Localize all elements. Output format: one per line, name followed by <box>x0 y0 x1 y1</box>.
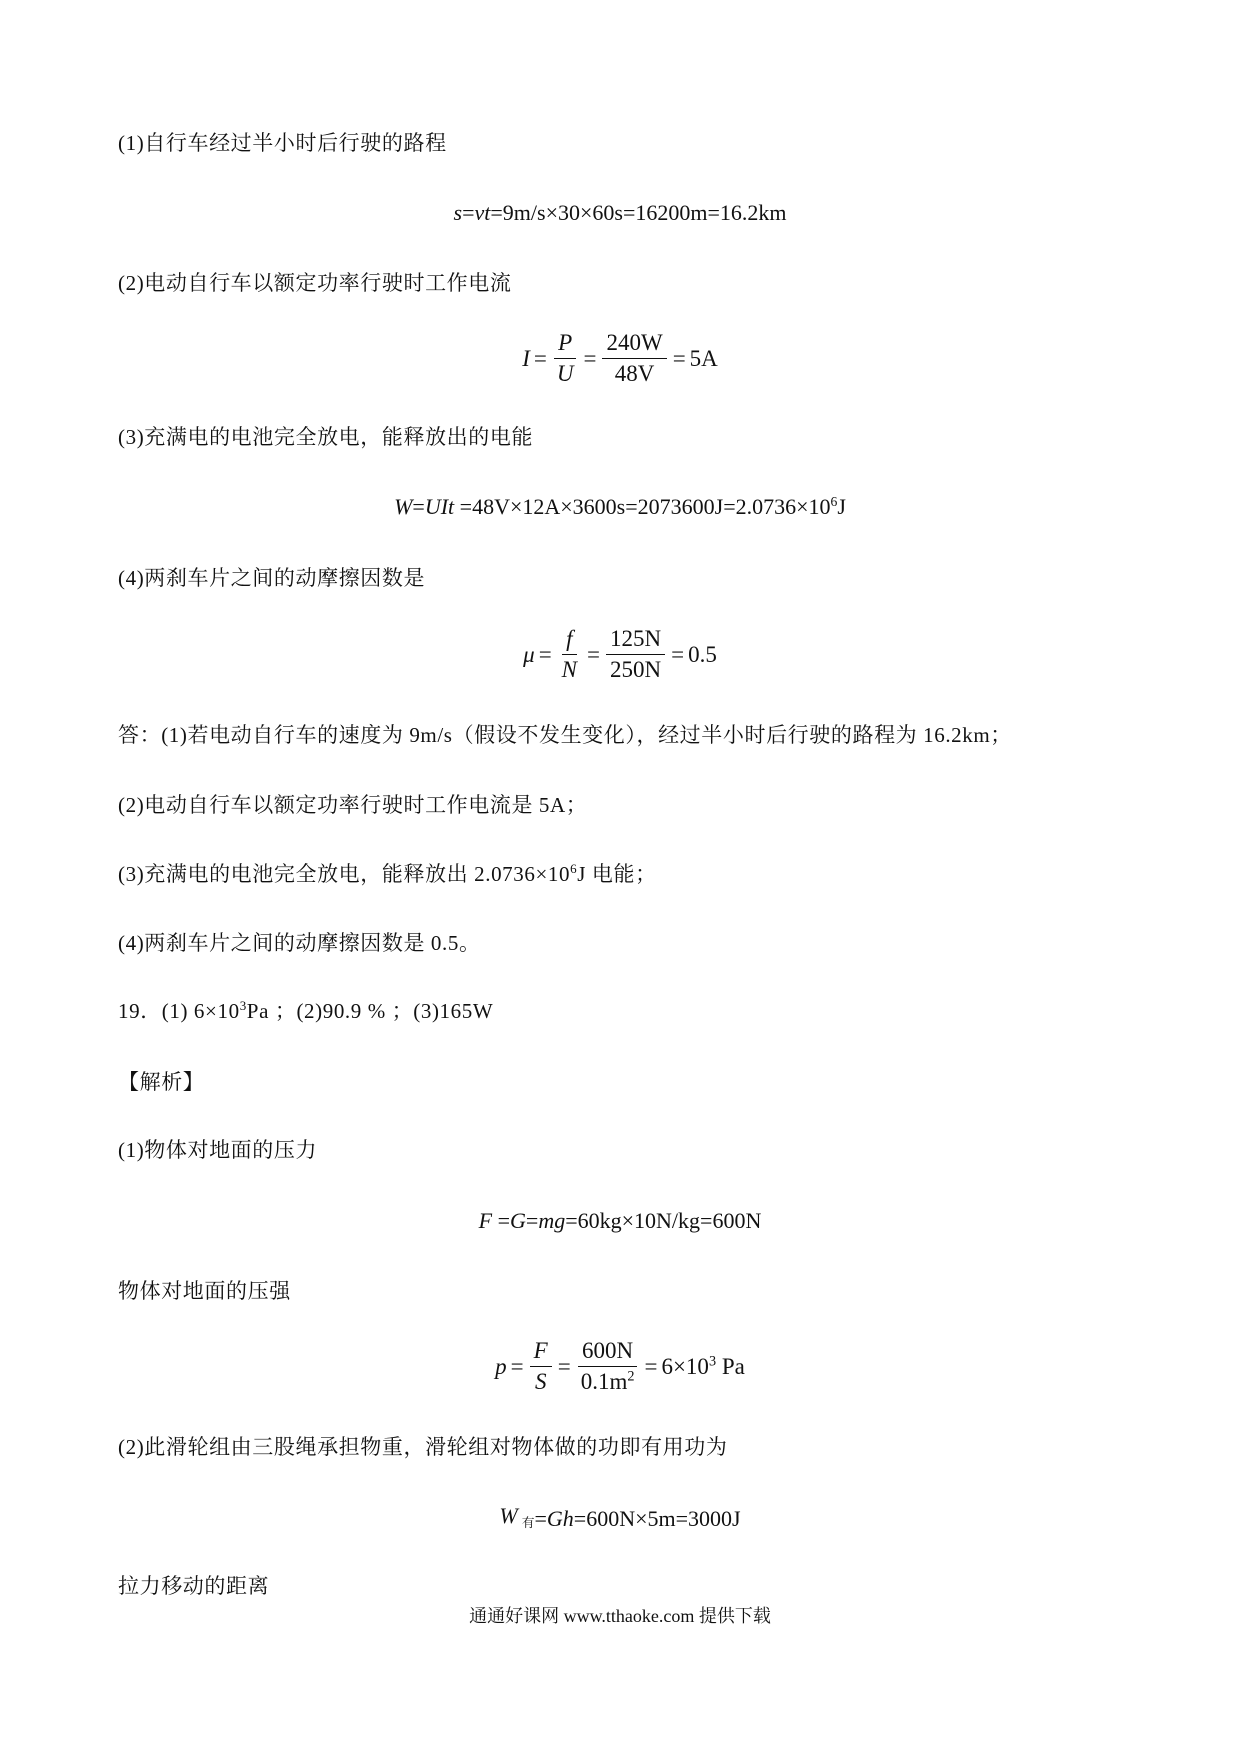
equals-sign: = <box>492 1208 511 1233</box>
denominator: U <box>556 361 574 386</box>
equals-sign: = <box>583 345 597 371</box>
formula-rest <box>454 494 846 520</box>
q19-step2-label-2: 拉力移动的距离 <box>118 1574 270 1598</box>
page-footer: 通通好课网 www.tthaoke.com 提供下载 <box>469 1606 771 1626</box>
numerator: 240W <box>602 330 666 359</box>
denominator-base: 0.1m <box>580 1369 628 1394</box>
subscript: 有 <box>521 1515 535 1530</box>
q3-formula <box>0 494 1240 520</box>
q2-label: (2)电动自行车以额定功率行驶时工作电流 <box>118 271 512 295</box>
q1-formula <box>0 200 1240 226</box>
fraction-values <box>577 1338 639 1395</box>
formula-result: 0.5 <box>688 641 717 667</box>
denominator: N <box>561 657 578 682</box>
fraction-values <box>606 626 665 683</box>
var-w: W <box>499 1503 518 1528</box>
var-w-useful <box>499 1503 534 1536</box>
q2-formula <box>0 330 1240 387</box>
fraction-f-over-s <box>530 1338 552 1395</box>
var-f: F <box>478 1208 493 1233</box>
var-p: p <box>495 1353 507 1379</box>
answer-1: 答：(1)若电动自行车的速度为 9m/s（假设不发生变化），经过半小时后行驶的路程为 16.2km； <box>118 723 1012 747</box>
q1-label: (1)自行车经过半小时后行驶的路程 <box>118 131 447 155</box>
equals-sign: = <box>644 1353 658 1379</box>
denominator: 48V <box>614 361 655 386</box>
answer-4: (4)两刹车片之间的动摩擦因数是 0.5。 <box>118 931 481 955</box>
equals-sign: = <box>533 345 547 371</box>
formula-rest: =600N×5m=3000J <box>573 1506 741 1532</box>
var-uit: UIt <box>424 494 455 519</box>
fraction-p-over-u <box>553 330 578 387</box>
equals-sign: = <box>462 200 475 225</box>
exponent: 6 <box>570 861 578 877</box>
q19-summary-tail: Pa ；(2)90.9 % ；(3)165W <box>246 999 494 1023</box>
pressure-formula <box>0 1338 1240 1395</box>
formula-result <box>661 1354 744 1380</box>
var-mu: μ <box>523 641 535 667</box>
exponent: 3 <box>708 1352 717 1369</box>
exponent: 2 <box>627 1368 635 1385</box>
equals-sign: = <box>671 641 685 667</box>
numerator: 600N <box>578 1338 637 1367</box>
exponent: 6 <box>830 493 838 509</box>
equals-sign: = <box>525 1208 539 1233</box>
q19-summary <box>118 998 493 1024</box>
var-g: G <box>510 1208 526 1233</box>
q19-step2-label: (2)此滑轮组由三股绳承担物重，滑轮组对物体做的功即有用功为 <box>118 1435 728 1459</box>
exponent: 3 <box>239 998 247 1014</box>
numerator: 125N <box>606 626 665 655</box>
denominator: S <box>534 1369 547 1394</box>
equals-sign: = <box>510 1353 524 1379</box>
fraction-f-over-n <box>558 626 581 683</box>
formula-rest: =9m/s×30×60s=16200m=16.2km <box>490 200 787 225</box>
equals-sign: = <box>557 1353 571 1379</box>
answer-2: (2)电动自行车以额定功率行驶时工作电流是 5A； <box>118 793 588 817</box>
answer-3 <box>118 861 657 887</box>
var-s: s <box>453 200 463 225</box>
answer-3-tail: J 电能； <box>577 862 657 886</box>
equals-sign: = <box>412 494 425 519</box>
numerator: f <box>562 626 576 655</box>
formula-result: 5A <box>689 345 718 371</box>
denominator <box>577 1367 639 1395</box>
result-unit: Pa <box>716 1353 745 1379</box>
var-vt: vt <box>474 200 491 225</box>
formula-rest-text: =48V×12A×3600s=2073600J=2.0736×10 <box>454 494 831 519</box>
unit: J <box>837 494 846 519</box>
numerator: P <box>554 330 576 359</box>
pressure-force-formula <box>0 1208 1240 1234</box>
equals-sign: = <box>587 641 600 667</box>
var-w: W <box>394 494 413 519</box>
equals-sign: = <box>672 345 686 371</box>
analysis-heading: 【解析】 <box>118 1070 205 1094</box>
equals-sign: = <box>538 641 552 667</box>
equals-sign: = <box>534 1506 547 1532</box>
denominator: 250N <box>610 657 662 682</box>
var-mg: mg <box>538 1208 566 1233</box>
q4-formula <box>0 626 1240 683</box>
fraction-values <box>602 330 666 387</box>
useful-work-formula <box>0 1503 1240 1536</box>
q19-summary-text: 19．(1) 6×10 <box>118 999 240 1023</box>
result-base: 6×10 <box>661 1353 709 1379</box>
answer-3-text: (3)充满电的电池完全放电，能释放出 2.0736×10 <box>118 862 571 886</box>
var-gh: Gh <box>546 1506 574 1532</box>
var-i: I <box>522 345 530 371</box>
q3-label: (3)充满电的电池完全放电，能释放出的电能 <box>118 425 534 449</box>
q19-step1-label-2: 物体对地面的压强 <box>118 1279 291 1303</box>
q4-label: (4)两刹车片之间的动摩擦因数是 <box>118 566 426 590</box>
numerator: F <box>530 1338 552 1367</box>
q19-step1-label: (1)物体对地面的压力 <box>118 1138 318 1162</box>
formula-rest: =60kg×10N/kg=600N <box>565 1208 762 1233</box>
